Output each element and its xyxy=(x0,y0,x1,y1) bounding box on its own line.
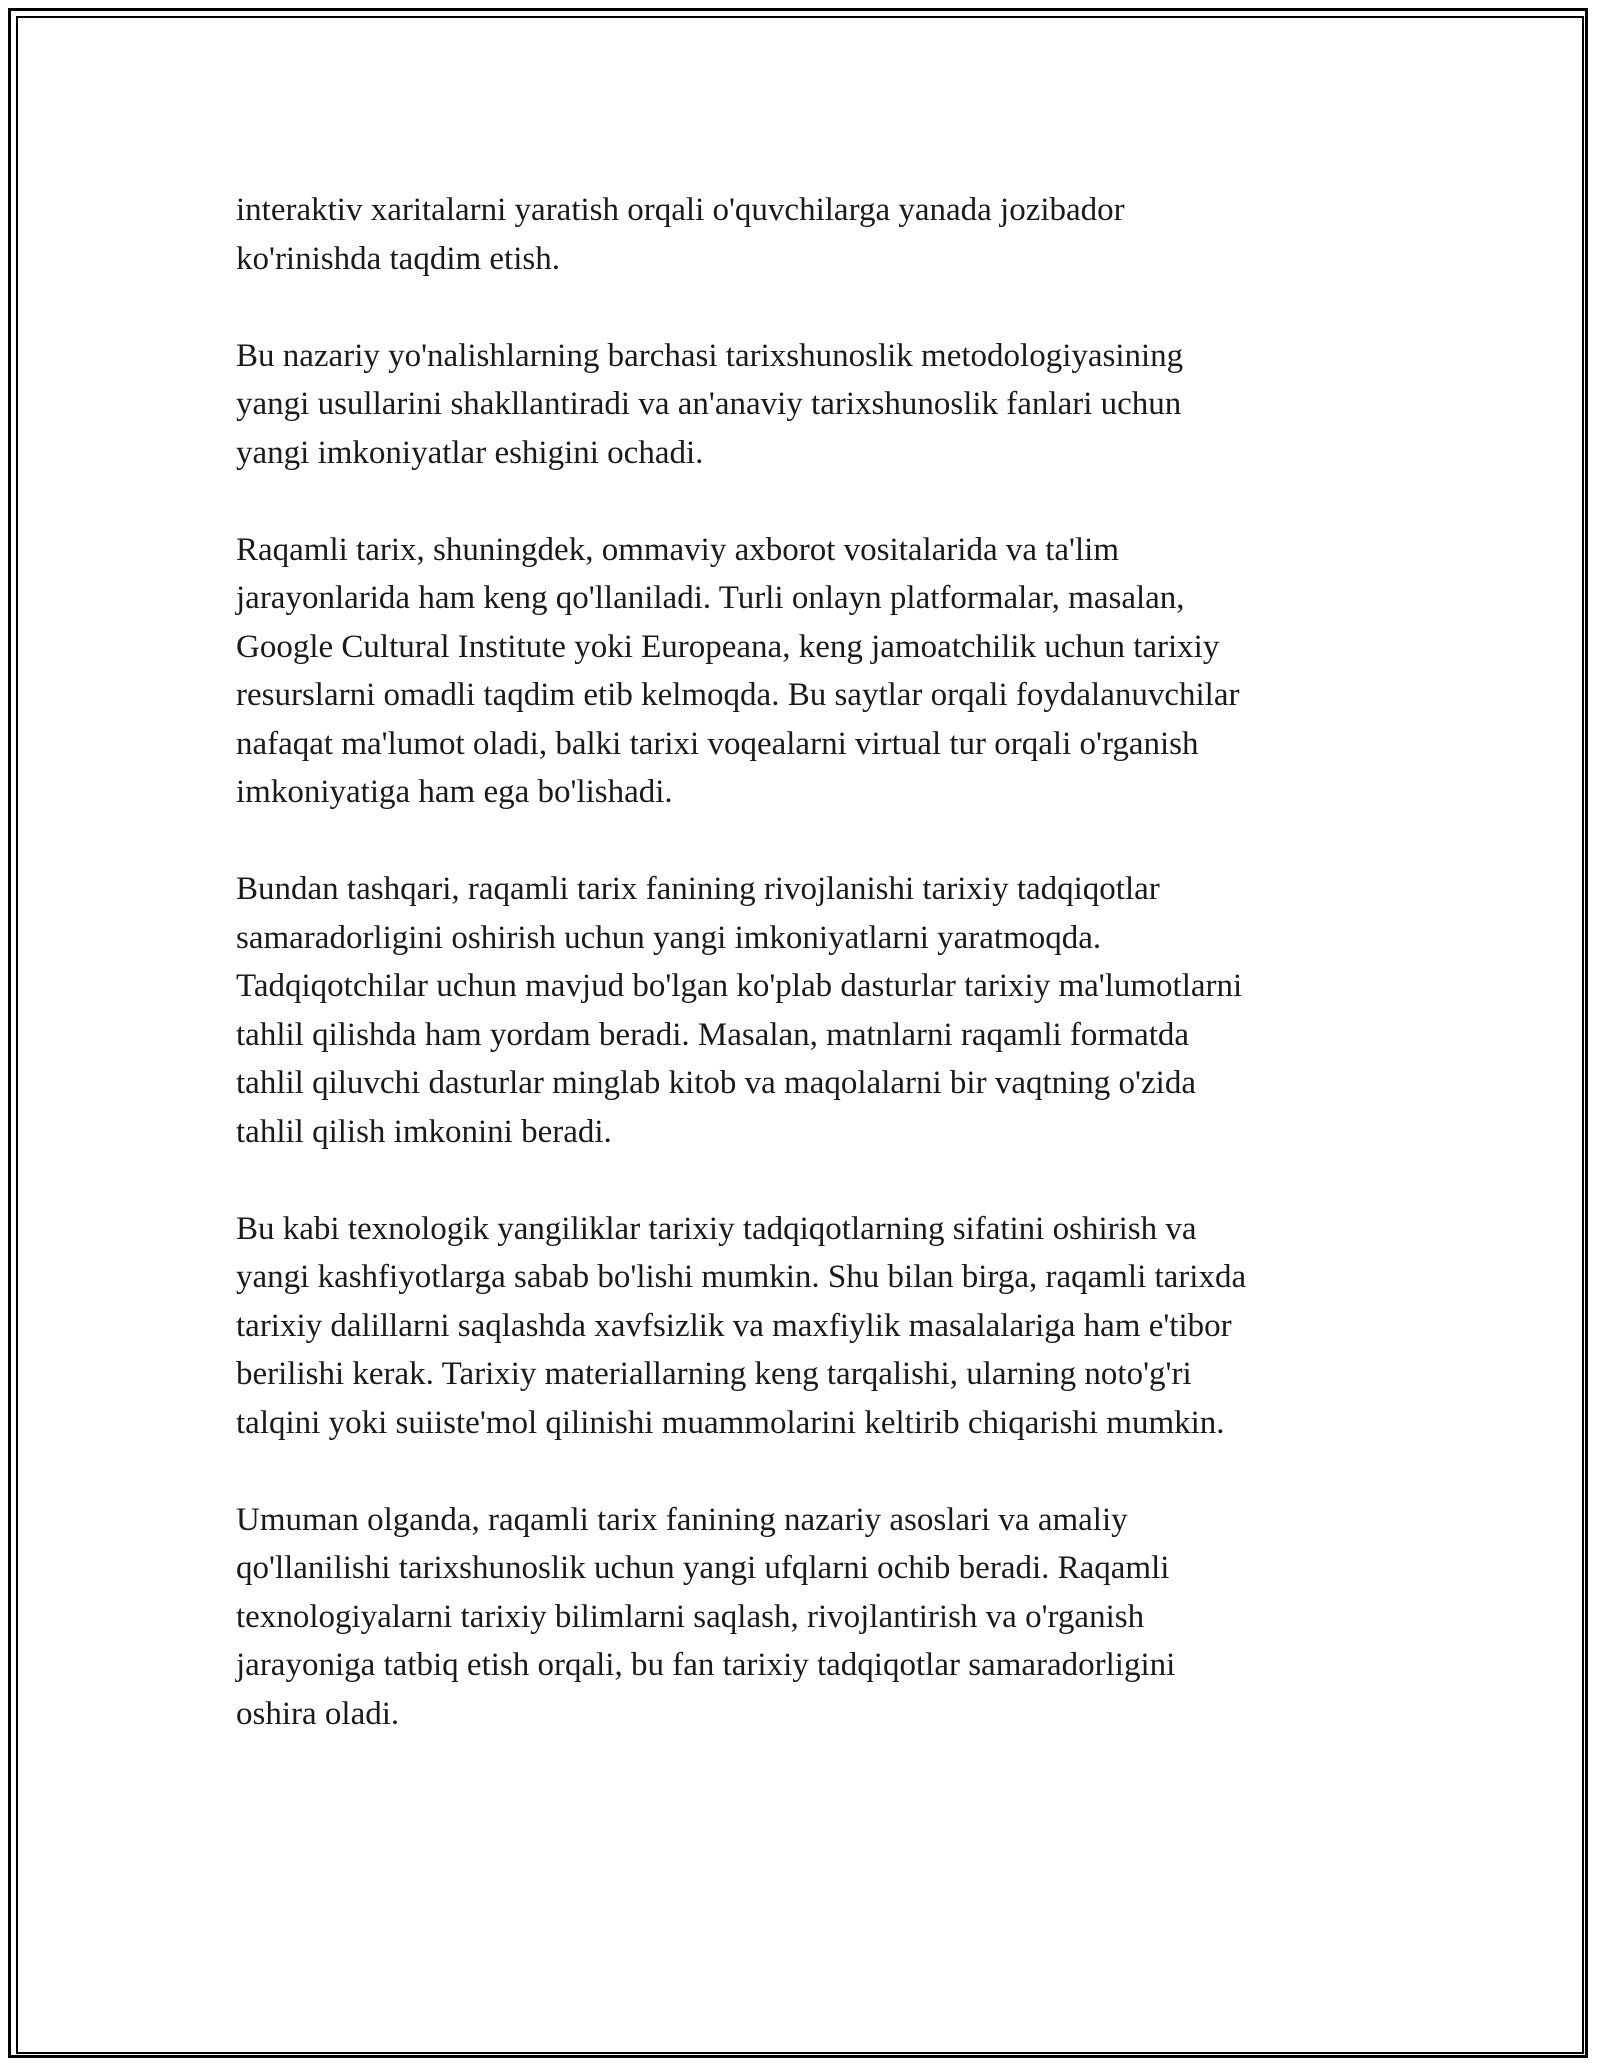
paragraph-6 xyxy=(236,1496,1386,1739)
text-line: Google Cultural Institute yoki Europeana, keng jamoatchilik uchun tarixiy xyxy=(236,628,1220,665)
text-line: tarixiy dalillarni saqlashda xavfsizlik va maxfiylik masalalariga ham e'tibor xyxy=(236,1307,1232,1344)
paragraph-1 xyxy=(236,186,1386,283)
text-line: tahlil qilishda ham yordam beradi. Masalan, matnlarni raqamli formatda xyxy=(236,1016,1190,1053)
text-line: samaradorligini oshirish uchun yangi imkoniyatlarni yaratmoqda. xyxy=(236,919,1102,956)
text-line: resurslarni omadli taqdim etib kelmoqda. Bu saytlar orqali foydalanuvchilar xyxy=(236,677,1240,713)
text-line: Bu nazariy yo'nalishlarning barchasi tarixshunoslik metodologiyasining xyxy=(236,337,1184,374)
text-line: ko'rinishda taqdim etish. xyxy=(236,240,560,277)
paragraph-4 xyxy=(236,865,1386,1156)
text-line: interaktiv xaritalarni yaratish orqali o'quvchilarga yanada jozibador xyxy=(236,192,1125,228)
text-line: Umuman olganda, raqamli tarix fanining nazariy asoslari va amaliy xyxy=(236,1501,1128,1538)
text-line: yangi imkoniyatlar eshigini ochadi. xyxy=(236,434,704,471)
text-line: oshira oladi. xyxy=(236,1695,400,1732)
text-line: Tadqiqotchilar uchun mavjud bo'lgan ko'plab dasturlar tarixiy ma'lumotlarni xyxy=(236,968,1243,1004)
text-line: tahlil qilish imkonini beradi. xyxy=(236,1113,612,1150)
text-line: tahlil qiluvchi dasturlar minglab kitob va maqolalarni bir vaqtning o'zida xyxy=(236,1065,1196,1101)
text-line: jarayoniga tatbiq etish orqali, bu fan tarixiy tadqiqotlar samaradorligini xyxy=(236,1647,1176,1683)
text-line: jarayonlarida ham keng qo'llaniladi. Turli onlayn platformalar, masalan, xyxy=(236,580,1185,616)
document-body xyxy=(236,186,1386,1787)
text-line: yangi kashfiyotlarga sabab bo'lishi mumkin. Shu bilan birga, raqamli tarixda xyxy=(236,1259,1247,1295)
text-line: talqini yoki suiiste'mol qilinishi muammolarini keltirib chiqarishi mumkin. xyxy=(236,1404,1225,1441)
text-line: imkoniyatiga ham ega bo'lishadi. xyxy=(236,774,673,810)
paragraph-2 xyxy=(236,332,1386,478)
text-line: Raqamli tarix, shuningdek, ommaviy axborot vositalarida va ta'lim xyxy=(236,531,1120,568)
paragraph-5 xyxy=(236,1205,1386,1448)
text-line: Bu kabi texnologik yangiliklar tarixiy tadqiqotlarning sifatini oshirish va xyxy=(236,1210,1197,1247)
text-line: nafaqat ma'lumot oladi, balki tarixi voqealarni virtual tur orqali o'rganish xyxy=(236,725,1199,762)
text-line: texnologiyalarni tarixiy bilimlarni saqlash, rivojlantirish va o'rganish xyxy=(236,1598,1145,1635)
text-line: yangi usullarini shakllantiradi va an'anaviy tarixshunoslik fanlari uchun xyxy=(236,386,1182,422)
text-line: qo'llanilishi tarixshunoslik uchun yangi ufqlarni ochib beradi. Raqamli xyxy=(236,1550,1170,1586)
paragraph-3 xyxy=(236,526,1386,817)
text-line: berilishi kerak. Tarixiy materiallarning keng tarqalishi, ularning noto'g'ri xyxy=(236,1356,1192,1392)
text-line: Bundan tashqari, raqamli tarix fanining rivojlanishi tarixiy tadqiqotlar xyxy=(236,871,1160,907)
